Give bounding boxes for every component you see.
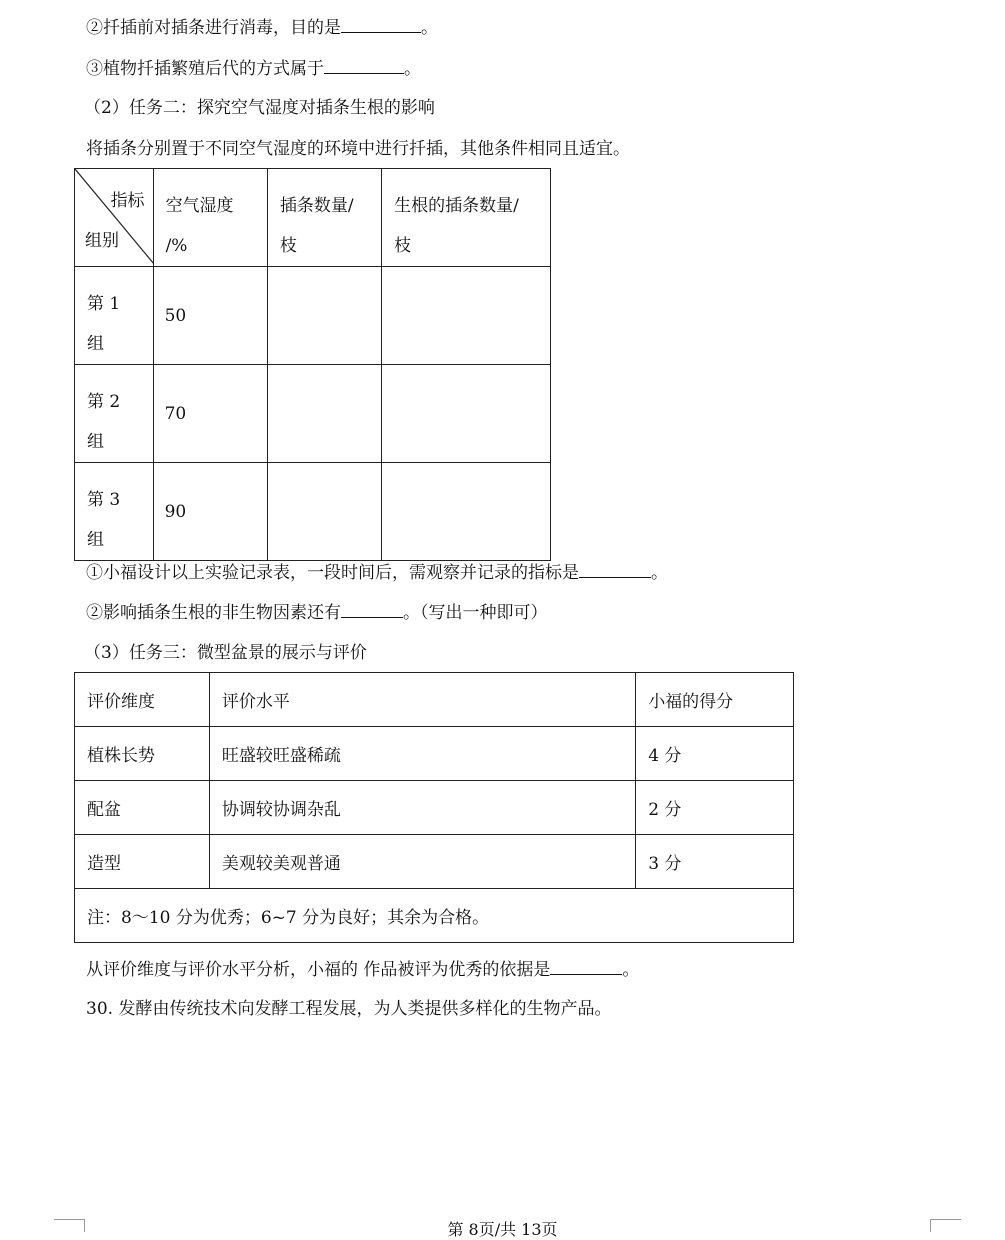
group-cell: 第 2 组 <box>75 365 154 463</box>
corner-top-label: 指标 <box>110 191 145 211</box>
task2-question-1: ①小福设计以上实验记录表，一段时间后，需观察并记录的指标是 。 <box>86 563 668 583</box>
answer-blank[interactable] <box>341 16 421 33</box>
humidity-table <box>74 168 551 561</box>
question-2: ②扦插前对插条进行消毒，目的是 。 <box>86 18 438 38</box>
header-dimension: 评价维度 <box>75 673 210 727</box>
table-row <box>75 365 551 463</box>
header-humidity: 空气湿度 /% <box>153 169 267 267</box>
evaluation-table <box>74 672 794 943</box>
task2-heading: （2）任务二：探究空气湿度对插条生根的影响 <box>84 98 435 118</box>
table-row <box>75 463 551 561</box>
task2-question-2: ②影响插条生根的非生物因素还有 。（写出一种即可） <box>86 603 548 623</box>
humidity-cell: 70 <box>153 365 267 463</box>
answer-blank[interactable] <box>550 958 622 975</box>
header-count: 插条数量/ 枝 <box>267 169 381 267</box>
rooted-cell[interactable] <box>382 267 551 365</box>
rooted-cell[interactable] <box>382 463 551 561</box>
header-rooted: 生根的插条数量/ 枝 <box>382 169 551 267</box>
corner-header-cell <box>75 169 154 267</box>
header-score: 小福的得分 <box>636 673 794 727</box>
question-3: ③植物扦插繁殖后代的方式属于 。 <box>86 59 421 79</box>
group-cell: 第 1 组 <box>75 267 154 365</box>
table-row <box>75 835 794 889</box>
dimension-cell: 造型 <box>75 835 210 889</box>
table-row <box>75 781 794 835</box>
level-cell: 美观较美观普通 <box>209 835 635 889</box>
note-row <box>75 889 794 943</box>
count-cell[interactable] <box>267 267 381 365</box>
table-row <box>75 727 794 781</box>
task3-heading: （3）任务三：微型盆景的展示与评价 <box>84 643 367 663</box>
group-cell: 第 3 组 <box>75 463 154 561</box>
task2-description: 将插条分别置于不同空气湿度的环境中进行扦插，其他条件相同且适宜。 <box>86 139 630 159</box>
answer-blank[interactable] <box>324 57 404 74</box>
table-header-row <box>75 673 794 727</box>
table-row <box>75 267 551 365</box>
humidity-cell: 50 <box>153 267 267 365</box>
count-cell[interactable] <box>267 365 381 463</box>
humidity-cell: 90 <box>153 463 267 561</box>
score-cell: 4 分 <box>636 727 794 781</box>
page-footer: 第 8页/共 13页 <box>447 1220 558 1239</box>
header-level: 评价水平 <box>209 673 635 727</box>
task3-question: 从评价维度与评价水平分析，小福的 作品被评为优秀的依据是 。 <box>86 960 640 980</box>
answer-blank[interactable] <box>579 561 651 578</box>
dimension-cell: 配盆 <box>75 781 210 835</box>
count-cell[interactable] <box>267 463 381 561</box>
score-cell: 2 分 <box>636 781 794 835</box>
rooted-cell[interactable] <box>382 365 551 463</box>
level-cell: 旺盛较旺盛稀疏 <box>209 727 635 781</box>
note-cell: 注：8～10 分为优秀；6~7 分为良好；其余为合格。 <box>75 889 794 943</box>
answer-blank[interactable] <box>341 601 403 618</box>
question-30: 30. 发酵由传统技术向发酵工程发展，为人类提供多样化的生物产品。 <box>86 999 612 1019</box>
level-cell: 协调较协调杂乱 <box>209 781 635 835</box>
dimension-cell: 植株长势 <box>75 727 210 781</box>
score-cell: 3 分 <box>636 835 794 889</box>
corner-bottom-label: 组别 <box>85 231 119 251</box>
